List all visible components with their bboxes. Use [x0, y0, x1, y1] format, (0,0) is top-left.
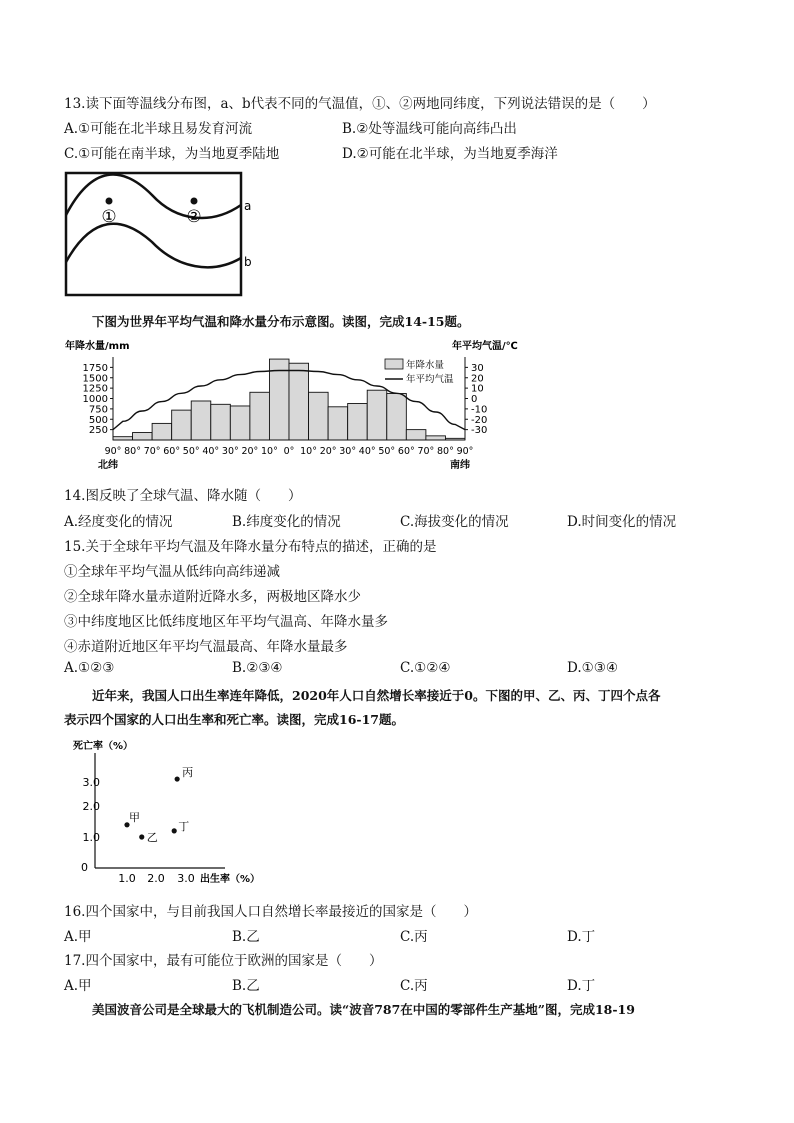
pop-point-label: 丁: [178, 819, 190, 833]
intro-14-15: 下图为世界年平均气温和降水量分布示意图。读图，完成14-15题。: [92, 314, 470, 329]
right-tick-label: 30: [471, 362, 484, 374]
right-tick-label: -10: [471, 404, 488, 416]
left-tick-label: 250: [88, 425, 108, 437]
pop-point-dot: [172, 828, 177, 833]
x-tick-label: 60°: [397, 446, 415, 457]
pop-y-tick-0: 0: [81, 861, 88, 874]
isotherm-line-a: [66, 175, 241, 218]
pop-y-tick-3: 3.0: [82, 776, 100, 789]
precipitation-bar: [289, 363, 309, 440]
q14-option-b[interactable]: B.纬度变化的情况: [232, 514, 341, 530]
left-axis-label: 年降水量/mm: [65, 341, 130, 352]
q17-option-a[interactable]: A.甲: [64, 978, 92, 994]
q13-option-b[interactable]: B.②处等温线可能向高纬凸出: [342, 121, 517, 137]
x-tick-label: 10°: [261, 446, 278, 457]
isotherm-line-b: [66, 224, 241, 268]
intro-18-19: 美国波音公司是全球最大的飞机制造公司。读“波音787在中国的零部件生产基地”图，完成18-19: [92, 1002, 635, 1017]
x-tick-label: 70°: [417, 446, 435, 457]
q16-option-b[interactable]: B.乙: [232, 929, 260, 945]
q16-stem: 16.四个国家中，与目前我国人口自然增长率最接近的国家是（ ）: [64, 904, 477, 920]
intro-16-17-line2: 表示四个国家的人口出生率和死亡率。读图，完成16-17题。: [64, 712, 404, 727]
x-tick-label: 90°: [456, 446, 474, 457]
left-tick-label: 1750: [82, 362, 108, 374]
legend-bar-swatch: [385, 359, 403, 369]
pop-x-label: 出生率（%）: [200, 874, 261, 885]
q15-statement-1: ①全球年平均气温从低纬向高纬递减: [64, 564, 280, 580]
x-tick-label: 90°: [104, 446, 122, 457]
x-tick-label: 80°: [437, 446, 454, 457]
right-tick-label: -30: [471, 425, 488, 437]
pop-x-tick-1: 1.0: [118, 872, 136, 885]
pop-point-label: 乙: [146, 831, 158, 844]
line-a-label: a: [244, 199, 252, 213]
right-tick-label: 20: [471, 373, 484, 385]
right-axis-label: 年平均气温/℃: [452, 341, 518, 352]
q17-option-c[interactable]: C.丙: [400, 978, 428, 994]
x-tick-label: 0°: [283, 446, 295, 457]
climate-chart: [60, 335, 518, 475]
x-tick-label: 50°: [378, 446, 396, 457]
right-tick-label: 0: [471, 394, 478, 405]
right-tick-label: 10: [471, 383, 484, 395]
point1-dot: [106, 198, 113, 205]
pop-y-tick-2: 2.0: [82, 800, 100, 813]
point2-label: ②: [186, 207, 202, 227]
pop-point-label: 丙: [182, 766, 194, 780]
legend-line-text: 年平均气温: [406, 374, 454, 385]
pop-point-label: 甲: [129, 810, 140, 824]
precipitation-bar: [152, 423, 172, 440]
q13-stem: 13.读下面等温线分布图，a、b代表不同的气温值，①、②两地同纬度，下列说法错误的是（ ）: [64, 96, 656, 112]
left-tick-label: 1250: [82, 383, 108, 395]
x-tick-label: 30°: [221, 446, 239, 457]
population-chart: [70, 738, 270, 888]
q14-stem: 14.图反映了全球气温、降水随（ ）: [64, 488, 302, 504]
x-tick-label: 20°: [241, 446, 259, 457]
q15-statement-3: ③中纬度地区比低纬度地区年平均气温高、年降水量多: [64, 614, 388, 630]
x-tick-label: 80°: [124, 446, 141, 457]
pop-y-tick-1: 1.0: [82, 831, 100, 844]
left-tick-label: 1500: [82, 373, 108, 385]
x-tick-label: 70°: [143, 446, 161, 457]
precipitation-bar: [348, 403, 368, 440]
point1-label: ①: [101, 207, 117, 227]
left-tick-label: 1000: [82, 394, 108, 405]
x-tick-label: 20°: [319, 446, 337, 457]
precipitation-bar: [387, 394, 407, 440]
right-tick-label: -20: [471, 414, 488, 426]
q17-option-d[interactable]: D.丁: [567, 978, 596, 994]
precipitation-bar: [309, 392, 329, 440]
pop-point-dot: [175, 776, 180, 781]
q15-statement-4: ④赤道附近地区年平均气温最高、年降水量最多: [64, 639, 348, 655]
pop-x-tick-2: 2.0: [147, 872, 165, 885]
line-b-label: b: [244, 255, 252, 269]
precipitation-bar: [133, 433, 153, 440]
x-left-label: 北纬: [98, 460, 118, 471]
q13-option-d[interactable]: D.②可能在北半球，为当地夏季海洋: [342, 146, 558, 162]
x-tick-label: 50°: [182, 446, 200, 457]
pop-point-dot: [139, 834, 144, 839]
legend-bar-text: 年降水量: [406, 360, 445, 371]
precipitation-bar: [250, 392, 270, 440]
isotherm-frame: [66, 173, 241, 295]
left-tick-label: 750: [88, 404, 108, 416]
x-right-label: 南纬: [450, 460, 470, 471]
intro-16-17-line1: 近年来，我国人口出生率连年降低，2020年人口自然增长率接近于0。下图的甲、乙、丙、丁四个点各: [92, 688, 661, 703]
x-tick-label: 60°: [163, 446, 181, 457]
precipitation-bar: [191, 401, 211, 440]
q13-option-a[interactable]: A.①可能在北半球且易发育河流: [64, 121, 253, 137]
q14-option-d[interactable]: D.时间变化的情况: [567, 514, 677, 530]
x-tick-label: 10°: [300, 446, 317, 457]
precipitation-bar: [367, 390, 387, 440]
x-tick-label: 30°: [339, 446, 357, 457]
q15-option-d[interactable]: D.①③④: [567, 660, 618, 676]
q16-option-c[interactable]: C.丙: [400, 929, 428, 945]
q13-option-c[interactable]: C.①可能在南半球，为当地夏季陆地: [64, 146, 280, 162]
q15-option-c[interactable]: C.①②④: [400, 660, 451, 676]
left-tick-label: 500: [88, 414, 108, 426]
x-tick-label: 40°: [202, 446, 220, 457]
precipitation-bar: [406, 430, 426, 440]
pop-x-tick-3: 3.0: [177, 872, 195, 885]
q17-stem: 17.四个国家中，最有可能位于欧洲的国家是（ ）: [64, 953, 383, 969]
q15-stem: 15.关于全球年平均气温及年降水量分布特点的描述，正确的是: [64, 539, 437, 555]
precipitation-bar: [211, 404, 231, 440]
q15-statement-2: ②全球年降水量赤道附近降水多，两极地区降水少: [64, 589, 361, 605]
precipitation-bar: [230, 406, 250, 440]
q14-option-c[interactable]: C.海拔变化的情况: [400, 514, 509, 530]
q16-option-d[interactable]: D.丁: [567, 929, 596, 945]
point2-dot: [191, 198, 198, 205]
q17-option-b[interactable]: B.乙: [232, 978, 260, 994]
precipitation-bar: [328, 407, 348, 440]
q16-option-a[interactable]: A.甲: [64, 929, 92, 945]
q14-option-a[interactable]: A.经度变化的情况: [64, 514, 173, 530]
q15-option-a[interactable]: A.①②③: [64, 660, 115, 676]
q15-option-b[interactable]: B.②③④: [232, 660, 283, 676]
isotherm-figure: [62, 170, 262, 300]
pop-y-label: 死亡率（%）: [73, 741, 134, 752]
precipitation-bar: [426, 436, 446, 440]
precipitation-bar: [172, 410, 192, 440]
x-tick-label: 40°: [358, 446, 376, 457]
